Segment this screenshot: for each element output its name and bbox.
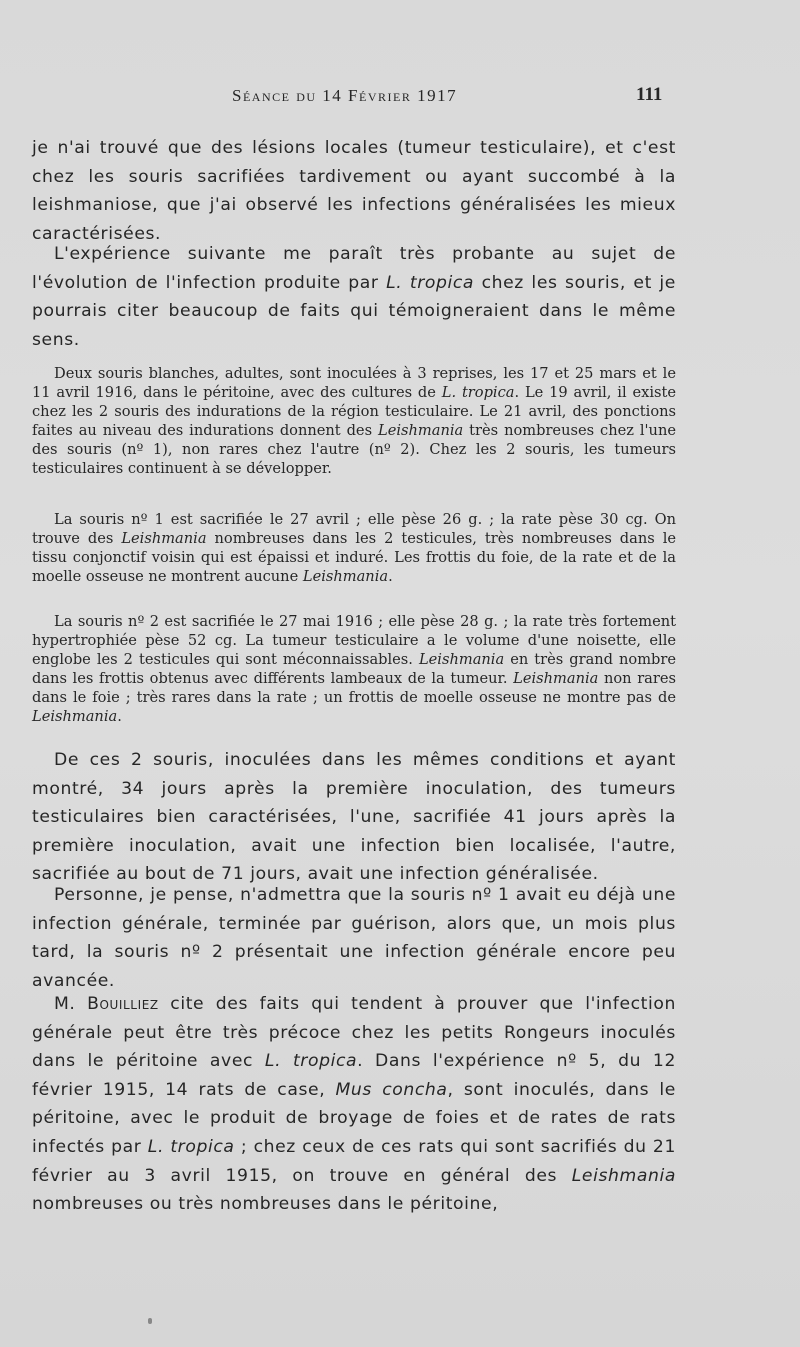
genus-name: Leishmania — [571, 1165, 676, 1186]
p5-text: en très grand nombre dans les frottis obtenus avec différents lambeaux de la tumeur. — [32, 651, 677, 688]
p7-text: Personne, je pense, n'admettra que la souris nº 1 avait eu déjà une infection générale, terminée par guérison, alors que, un mois plus tard, la souris nº 2 présentait une infection générale encore peu avancée. — [32, 885, 676, 991]
paragraph-conclusion — [32, 746, 676, 889]
p8-text: . Dans l'expérience nº 5, du 12 février 1915, 14 rats de case, — [32, 1051, 676, 1100]
print-speck — [148, 1318, 152, 1324]
genus-name: Leishmania — [32, 708, 118, 726]
p6-text: De ces 2 souris, inoculées dans les mêmes conditions et ayant montré, 34 jours après la première inoculation, des tumeurs testiculaires bien caractérisées, l'une, sacrifiée 41 jours après la première inoculation, avait une infection bien localisée, l'autre, sacrifiée au bout de 71 jours, avait une infection généralisée. — [32, 750, 676, 885]
species-name: Mus concha — [335, 1079, 448, 1100]
species-name: L. tropica — [147, 1136, 235, 1157]
p3-text: très nombreuses chez l'une des souris (nº 1), non rares chez l'autre (nº 2). Chez les 2 souris, les tumeurs testiculaires continuent à se développer. — [32, 422, 676, 478]
page-header — [0, 84, 800, 112]
experiment-mouse-1 — [32, 510, 676, 586]
p8-text: cite des faits qui tendent à prouver que l'infection générale peut être très précoce chez les petits Rongeurs inoculés dans le péritoine avec — [32, 994, 676, 1072]
p8-text: M. — [54, 994, 88, 1014]
p8-text: , sont inoculés, dans le péritoine, avec le produit de broyage de foies et de rates de rats infectés par — [32, 1079, 676, 1157]
p5-text: La souris nº 2 est sacrifiée le 27 mai 1916 ; elle pèse 28 g. ; la rate très fortement hypertrophiée pèse 52 cg. La tumeur testiculaire a le volume d'une noisette, elle englobe les 2 testicules qui sont méconnaissables. — [32, 613, 676, 669]
page-number: 111 — [636, 84, 663, 105]
author-name: Bouilliez — [87, 994, 159, 1014]
paragraph-experiment-intro — [32, 240, 676, 354]
p8-text: ; chez ceux de ces rats qui sont sacrifiés du 21 février au 3 avril 1915, on trouve en général des — [32, 1136, 677, 1186]
running-head: Séance du 14 Février 1917 — [232, 86, 458, 105]
genus-name: Leishmania — [378, 422, 464, 440]
species-name: L. tropica — [386, 272, 475, 293]
genus-name: Leishmania — [302, 568, 389, 586]
p5-text: non rares dans le foie ; très rares dans la rate ; un frottis de moelle osseuse ne montre pas de — [32, 670, 676, 707]
genus-name: Leishmania — [513, 670, 599, 688]
p2-text: chez les souris, et je pourrais citer beaucoup de faits qui témoigneraient dans le même sens. — [32, 272, 676, 350]
p4-text: La souris nº 1 est sacrifiée le 27 avril ; elle pèse 26 g. ; la rate pèse 30 cg. On trouve des — [32, 511, 676, 548]
genus-name: Leishmania — [121, 530, 207, 548]
paragraph-continuation — [32, 134, 676, 248]
p5-text: . — [117, 708, 122, 726]
experiment-mouse-2 — [32, 612, 676, 727]
species-name: L. tropica — [264, 1051, 358, 1072]
genus-name: Leishmania — [418, 651, 505, 669]
p4-text: nombreuses dans les 2 testicules, très nombreuses dans le tissu conjonctif voisin qui est épaissi et induré. Les frottis du foie, de la rate et de la moelle osseuse ne montrent aucune — [32, 530, 676, 586]
experiment-protocol — [32, 364, 676, 479]
p8-text: nombreuses ou très nombreuses dans le péritoine, — [32, 1194, 499, 1215]
species-name: L. tropica — [441, 384, 515, 402]
p4-text: . — [388, 568, 393, 586]
p3-text: Deux souris blanches, adultes, sont inoculées à 3 reprises, les 17 et 25 mars et le 11 avril 1916, dans le péritoine, avec des cultures de — [32, 365, 676, 402]
paragraph-bouilliez — [32, 990, 676, 1219]
paragraph-argument — [32, 881, 676, 995]
p1-text: je n'ai trouvé que des lésions locales (tumeur testiculaire), et c'est chez les souris sacrifiées tardivement ou ayant succombé à la leishmaniose, que j'ai observé les infections généralisées les mieux caractérisées. — [32, 138, 676, 244]
p3-text: . Le 19 avril, il existe chez les 2 souris des indurations de la région testiculaire. Le 21 avril, des ponctions faites au niveau des indurations donnent des — [32, 384, 677, 440]
p2-text: L'expérience suivante me paraît très probante au sujet de l'évolution de l'infection produite par — [32, 244, 676, 293]
